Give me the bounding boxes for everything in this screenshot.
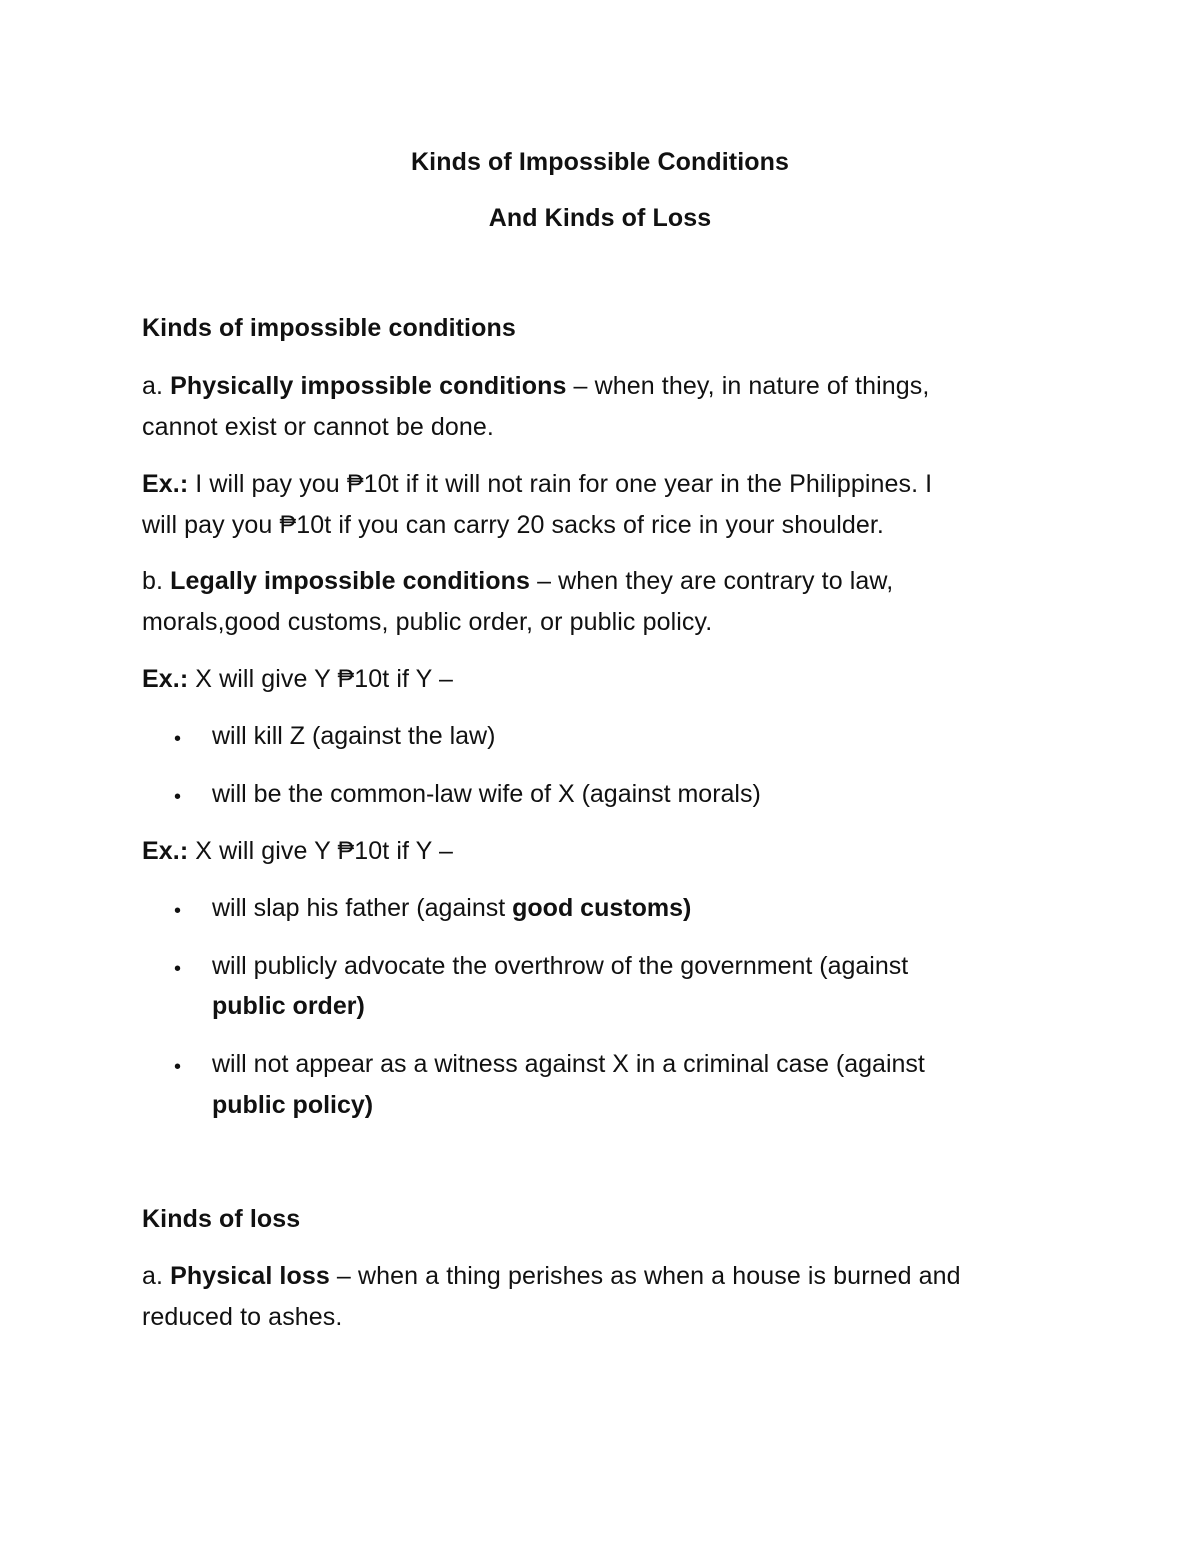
term-legally-impossible: Legally impossible conditions (170, 567, 531, 595)
item-b-legally-impossible (142, 567, 893, 596)
bullet-item: will not appear as a witness against X in a criminal case (against (212, 1050, 925, 1078)
bullet-item (212, 894, 691, 923)
example-3-line (142, 837, 453, 866)
term-physical-loss: Physical loss (170, 1262, 330, 1290)
term-physically-impossible: Physically impossible conditions (170, 372, 567, 400)
bullet-text-plain: will slap his father (against (212, 894, 513, 922)
term-dash: – (329, 1262, 358, 1290)
bullet-icon: • (174, 958, 182, 980)
example-2-line (142, 665, 453, 694)
item-prefix: a. (142, 1262, 171, 1290)
term-dash: – (566, 372, 595, 400)
example-label: Ex.: (142, 837, 189, 865)
item-a-physically-impossible (142, 372, 929, 401)
bullet-icon: • (174, 786, 182, 808)
item-text: when they are contrary to law, (558, 567, 894, 595)
item-text: when they, in nature of things, (594, 372, 930, 400)
example-label: Ex.: (142, 665, 189, 693)
bullet-item: will kill Z (against the law) (212, 722, 496, 750)
bullet-item: will publicly advocate the overthrow of the government (against (212, 952, 909, 980)
example-label: Ex.: (142, 470, 189, 498)
item-a-physical-loss (142, 1262, 961, 1291)
bullet-icon: • (174, 1056, 182, 1078)
bullet-icon: • (174, 900, 182, 922)
item-prefix: b. (142, 567, 171, 595)
bullet-item-continuation: public policy) (212, 1091, 374, 1119)
item-prefix: a. (142, 372, 171, 400)
bullet-item: will be the common-law wife of X (against morals) (212, 780, 761, 808)
bullet-item-continuation: public order) (212, 992, 365, 1020)
item-text: when a thing perishes as when a house is burned and (357, 1262, 961, 1290)
example-text: I will pay you ₱10t if it will not rain for one year in the Philippines. I (188, 470, 933, 498)
item-a-continuation: cannot exist or cannot be done. (142, 413, 494, 441)
example-text: X will give Y ₱10t if Y – (188, 837, 454, 865)
example-1-line-1 (142, 470, 932, 499)
bullet-icon: • (174, 728, 182, 750)
section-heading-impossible-conditions: Kinds of impossible conditions (142, 314, 516, 342)
bullet-text-bold: good customs) (512, 894, 692, 922)
section-heading-kinds-of-loss: Kinds of loss (142, 1205, 301, 1233)
document-subtitle: And Kinds of Loss (488, 204, 712, 232)
document-title: Kinds of Impossible Conditions (411, 148, 789, 176)
item-a-continuation: reduced to ashes. (142, 1303, 343, 1331)
item-b-continuation: morals,good customs, public order, or public policy. (142, 608, 713, 636)
example-text: X will give Y ₱10t if Y – (188, 665, 454, 693)
example-1-line-2: will pay you ₱10t if you can carry 20 sacks of rice in your shoulder. (142, 511, 884, 539)
term-dash: – (530, 567, 559, 595)
